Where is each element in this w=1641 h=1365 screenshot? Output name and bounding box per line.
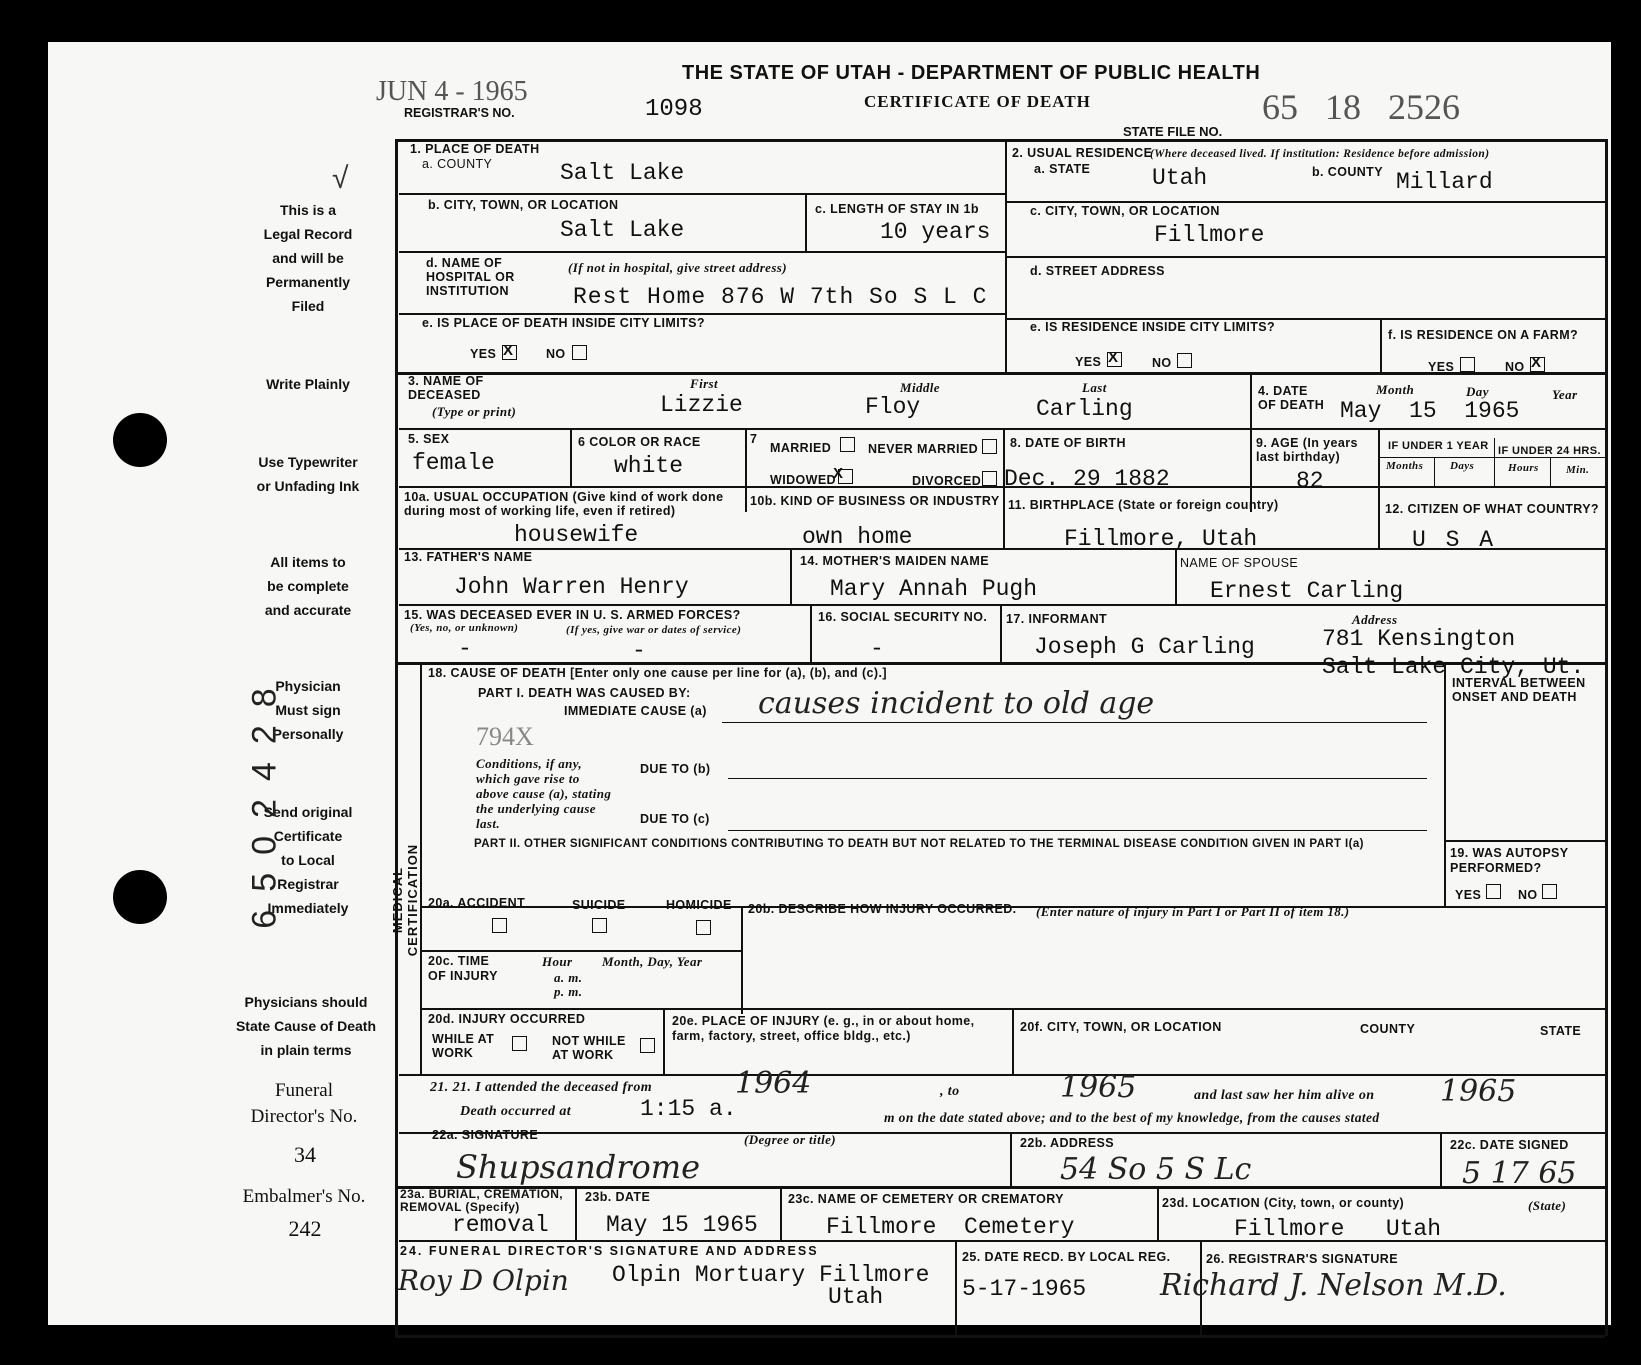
armed-forces-label: 15. WAS DECEASED EVER IN U. S. ARMED FORCES?	[404, 608, 741, 622]
res-farm-yes-checkbox[interactable]	[1460, 357, 1475, 372]
pod-inside-no-checkbox[interactable]	[572, 345, 587, 360]
autopsy-yes-label: YES	[1455, 888, 1482, 902]
while-at-work-label: WHILE AT WORK	[432, 1032, 495, 1060]
deceased-name-hint: (Type or print)	[432, 404, 517, 419]
injury-occurred-label: 20d. INJURY OCCURRED	[428, 1012, 586, 1026]
autopsy-no-label: NO	[1518, 888, 1538, 902]
physician-address-label: 22b. ADDRESS	[1020, 1136, 1114, 1150]
physician-address: 54 So 5 S Lc	[1060, 1152, 1252, 1187]
hospital-label: d. NAME OF HOSPITAL OR INSTITUTION	[426, 256, 515, 298]
date-of-death-label: 4. DATE OF DEATH	[1258, 384, 1325, 412]
while-at-work-checkbox[interactable]	[512, 1036, 527, 1051]
spouse-name: Ernest Carling	[1210, 578, 1404, 604]
age: 82	[1296, 468, 1324, 494]
page-title: THE STATE OF UTAH - DEPARTMENT OF PUBLIC HEALTH	[682, 62, 1261, 84]
res-inside-yes-label: YES	[1075, 355, 1102, 369]
autopsy-yes-checkbox[interactable]	[1486, 884, 1501, 899]
last-name: Carling	[1036, 396, 1133, 422]
part-1-label: PART I. DEATH WAS CAUSED BY:	[478, 686, 691, 700]
burial-label: 23a. BURIAL, CREMATION, REMOVAL (Specify)	[400, 1187, 563, 1214]
injury-how-label: 20b. DESCRIBE HOW INJURY OCCURRED.	[748, 902, 1017, 916]
first-name: Lizzie	[660, 392, 743, 418]
dob-label: 8. DATE OF BIRTH	[1010, 436, 1126, 450]
hours-label: Hours	[1508, 462, 1539, 474]
date-signed-label: 22c. DATE SIGNED	[1450, 1138, 1569, 1152]
date-of-birth: Dec. 29 1882	[1004, 466, 1170, 492]
res-street-label: d. STREET ADDRESS	[1030, 264, 1165, 278]
attended-to-label: , to	[940, 1084, 960, 1099]
informant-address-label: Address	[1352, 612, 1398, 627]
note-send-original: Send original Certificate to Local Registrar Immediately	[263, 804, 353, 916]
hour-label: Hour	[542, 954, 573, 969]
sex: female	[412, 450, 495, 476]
armed-hint-1: (Yes, no, or unknown)	[410, 622, 519, 634]
citizen: U S A	[1412, 527, 1497, 553]
under-24-hrs-label: IF UNDER 24 HRS.	[1498, 445, 1601, 457]
res-inside-no-label: NO	[1152, 356, 1172, 370]
physician-signature: Shupsandrome	[456, 1148, 701, 1186]
note-write-plainly: Write Plainly	[266, 376, 350, 392]
res-inside-label: e. IS RESIDENCE INSIDE CITY LIMITS?	[1030, 320, 1276, 334]
ssn: -	[870, 636, 884, 662]
state-file-no: 65 18 2526	[1262, 87, 1460, 127]
pod-inside-yes-label: YES	[470, 347, 497, 361]
registrar-signature: Richard J. Nelson M.D.	[1160, 1268, 1507, 1303]
pod-county-label: a. COUNTY	[422, 157, 493, 171]
embalmer-no: 242	[288, 1216, 322, 1241]
homicide-label: HOMICIDE	[666, 898, 732, 912]
pod-county: Salt Lake	[560, 160, 685, 186]
attended-to: 1965	[1060, 1070, 1137, 1105]
degree-label: (Degree or title)	[744, 1132, 836, 1147]
note-typewriter: Use Typewriter or Unfading Ink	[256, 454, 360, 494]
date-of-death: May 15 1965	[1340, 398, 1520, 424]
last-saw-alive: 1965	[1440, 1074, 1517, 1109]
check-mark: √	[332, 162, 349, 195]
first-name-label: First	[690, 376, 719, 391]
vertical-serial-number: 6502428	[245, 670, 284, 929]
dod-month-label: Month	[1376, 382, 1415, 397]
citizen-label: 12. CITIZEN OF WHAT COUNTRY?	[1385, 502, 1599, 516]
punch-hole-top	[113, 413, 167, 467]
death-time: 1:15 a.	[640, 1096, 737, 1122]
burial-location-label: 23d. LOCATION (City, town, or county)	[1162, 1196, 1405, 1210]
date-received-label: 25. DATE RECD. BY LOCAL REG.	[962, 1250, 1171, 1264]
registrar-no-label: REGISTRAR'S NO.	[404, 106, 515, 120]
injury-how-hint: (Enter nature of injury in Part I or Part II of item 18.)	[1036, 904, 1350, 919]
res-state-label: a. STATE	[1034, 162, 1091, 176]
cemetery-label: 23c. NAME OF CEMETERY OR CREMATORY	[788, 1192, 1064, 1206]
stay-length: 10 years	[880, 219, 991, 245]
married-label: MARRIED	[770, 441, 832, 455]
accident-label: 20a. ACCIDENT	[428, 896, 526, 910]
never-married-checkbox[interactable]	[982, 439, 997, 454]
res-farm-yes-label: YES	[1428, 360, 1455, 374]
not-at-work-checkbox[interactable]	[640, 1038, 655, 1053]
middle-name-label: Middle	[900, 380, 940, 395]
res-inside-yes-mark: X	[1108, 349, 1119, 366]
burial-method: removal	[452, 1212, 549, 1238]
informant-address-1: 781 Kensington	[1322, 626, 1516, 652]
father-label: 13. FATHER'S NAME	[404, 550, 533, 564]
cemetery: Fillmore Cemetery	[826, 1214, 1075, 1240]
pod-inside-no-label: NO	[546, 347, 566, 361]
informant-name: Joseph G Carling	[1034, 634, 1255, 660]
ssn-label: 16. SOCIAL SECURITY NO.	[818, 610, 988, 624]
date-signed: 5 17 65	[1462, 1156, 1577, 1191]
res-city-label: c. CITY, TOWN, OR LOCATION	[1030, 204, 1220, 218]
punch-hole-bottom	[113, 870, 167, 924]
place-of-death-label: 1. PLACE OF DEATH	[410, 142, 540, 156]
res-city: Fillmore	[1154, 222, 1265, 248]
signature-label: 22a. SIGNATURE	[432, 1128, 539, 1142]
last-name-label: Last	[1082, 380, 1107, 395]
res-farm-no-label: NO	[1505, 360, 1525, 374]
business-label: 10b. KIND OF BUSINESS OR INDUSTRY	[750, 494, 1000, 508]
father-name: John Warren Henry	[454, 574, 689, 600]
days-label: Days	[1450, 460, 1475, 472]
suicide-label: SUICIDE	[572, 898, 626, 912]
funeral-director-label: 24. FUNERAL DIRECTOR'S SIGNATURE AND ADDRESS	[400, 1244, 819, 1258]
spouse-label: NAME OF SPOUSE	[1180, 556, 1299, 570]
residence-hint: (Where deceased lived. If institution: Residence before admission)	[1150, 148, 1490, 160]
funeral-director-no-label: Funeral Director's No.	[250, 1080, 358, 1127]
under-1-year-label: IF UNDER 1 YEAR	[1388, 440, 1489, 452]
burial-date-label: 23b. DATE	[585, 1190, 651, 1204]
immediate-cause: causes incident to old age	[758, 686, 1155, 721]
res-farm-no-mark: X	[1531, 354, 1542, 371]
burial-location: Fillmore Utah	[1234, 1216, 1442, 1242]
autopsy-no-checkbox[interactable]	[1542, 884, 1557, 899]
occupation-label: 10a. USUAL OCCUPATION (Give kind of work done during most of working life, even if retired)	[404, 490, 724, 518]
due-to-c-label: DUE TO (c)	[640, 812, 710, 826]
widowed-mark: X	[833, 465, 844, 482]
informant-address-2: Salt Lake City, Ut.	[1322, 654, 1585, 680]
injury-county-label: COUNTY	[1360, 1022, 1416, 1036]
residence-label: 2. USUAL RESIDENCE	[1012, 146, 1153, 160]
suicide-checkbox[interactable]	[592, 918, 607, 933]
birthplace: Fillmore, Utah	[1064, 526, 1258, 552]
injury-city-label: 20f. CITY, TOWN, OR LOCATION	[1020, 1020, 1222, 1034]
birthplace-label: 11. BIRTHPLACE (State or foreign country)	[1008, 498, 1279, 512]
note-cause-plain: Physicians should State Cause of Death in plain terms	[235, 994, 377, 1058]
death-occurred-label: Death occurred at	[460, 1104, 572, 1119]
stay-length-label: c. LENGTH OF STAY IN 1b	[815, 202, 979, 216]
death-statement: m on the date stated above; and to the best of my knowledge, from the causes stated	[884, 1110, 1380, 1125]
mother-name: Mary Annah Pugh	[830, 576, 1038, 602]
res-inside-no-checkbox[interactable]	[1177, 353, 1192, 368]
informant-label: 17. INFORMANT	[1006, 612, 1108, 626]
immediate-cause-label: IMMEDIATE CAUSE (a)	[564, 704, 707, 718]
last-saw-label: and last saw her him alive on	[1194, 1088, 1375, 1103]
divorced-checkbox[interactable]	[982, 471, 997, 486]
certificate-title: CERTIFICATE OF DEATH	[864, 92, 1091, 111]
cause-of-death-label: 18. CAUSE OF DEATH [Enter only one cause per line for (a), (b), and (c).]	[428, 666, 887, 680]
burial-state-label: (State)	[1528, 1198, 1567, 1213]
months-label: Months	[1386, 460, 1424, 472]
armed-value-2: -	[632, 638, 646, 664]
funeral-director-signature: Roy D Olpin	[398, 1264, 569, 1297]
pod-city-label: b. CITY, TOWN, OR LOCATION	[428, 198, 619, 212]
widowed-label: WIDOWED	[770, 473, 836, 487]
part-2-label: PART II. OTHER SIGNIFICANT CONDITIONS CONTRIBUTING TO DEATH BUT NOT RELATED TO THE TERMINAL DISEASE CONDITION GIVEN IN PART I(a)	[474, 838, 1364, 850]
embalmer-no-label: Embalmer's No.	[242, 1186, 366, 1207]
mother-label: 14. MOTHER'S MAIDEN NAME	[800, 554, 989, 568]
burial-date: May 15 1965	[606, 1212, 758, 1238]
mdy-label: Month, Day, Year	[602, 954, 703, 969]
time-of-injury-label: 20c. TIME OF INJURY	[428, 954, 498, 983]
registrar-signature-label: 26. REGISTRAR'S SIGNATURE	[1206, 1252, 1398, 1266]
occupation: housewife	[514, 522, 639, 548]
interval-label: INTERVAL BETWEEN ONSET AND DEATH	[1452, 676, 1586, 704]
not-at-work-label: NOT WHILE AT WORK	[552, 1034, 626, 1062]
due-to-b-label: DUE TO (b)	[640, 762, 711, 776]
race-label: 6 COLOR OR RACE	[578, 435, 701, 449]
attended-label: 21. 21. I attended the deceased from	[430, 1080, 653, 1095]
min-label: Min.	[1566, 464, 1590, 476]
note-legal-record: This is a Legal Record and will be Permanently Filed	[263, 202, 353, 314]
attended-from: 1964	[735, 1066, 812, 1101]
dod-day-label: Day	[1466, 384, 1489, 399]
res-county-label: b. COUNTY	[1312, 165, 1383, 179]
business: own home	[802, 524, 913, 550]
sex-label: 5. SEX	[408, 432, 450, 446]
state-file-label: STATE FILE NO.	[1123, 124, 1223, 139]
am-label: a. m.	[554, 970, 583, 985]
received-stamp: JUN 4 - 1965	[376, 76, 528, 107]
registrar-no: 1098	[645, 96, 703, 123]
pod-inside-yes-mark: X	[503, 342, 514, 359]
res-state: Utah	[1152, 165, 1208, 191]
divorced-label: DIVORCED	[912, 474, 982, 488]
date-received: 5-17-1965	[962, 1276, 1087, 1302]
middle-name: Floy	[865, 394, 921, 420]
pm-label: p. m.	[554, 984, 583, 999]
funeral-director-name: Olpin Mortuary Fillmore	[612, 1262, 930, 1288]
age-label: 9. AGE (In years last birthday)	[1256, 436, 1358, 464]
accident-checkbox[interactable]	[492, 918, 507, 933]
medical-certification-side-label: MEDICAL CERTIFICATION	[390, 843, 420, 957]
conditions-note: Conditions, if any, which gave rise to above cause (a), stating the underlying cause last.	[476, 756, 612, 831]
autopsy-label: 19. WAS AUTOPSY PERFORMED?	[1450, 846, 1569, 875]
place-of-injury-label: 20e. PLACE OF INJURY (e. g., in or about home, farm, factory, street, office bldg., etc.)	[672, 1014, 975, 1043]
race: white	[614, 453, 684, 479]
deceased-name-label: 3. NAME OF DECEASED	[408, 374, 484, 402]
married-checkbox[interactable]	[840, 437, 855, 452]
res-county: Millard	[1396, 169, 1493, 195]
funeral-director-no: 34	[294, 1142, 316, 1167]
injury-state-label: STATE	[1540, 1024, 1582, 1038]
dod-year-label: Year	[1552, 387, 1578, 402]
armed-value-1: -	[458, 636, 472, 662]
hospital-name: Rest Home 876 W 7th So S L C	[573, 284, 988, 310]
res-farm-label: f. IS RESIDENCE ON A FARM?	[1388, 328, 1579, 342]
pod-inside-label: e. IS PLACE OF DEATH INSIDE CITY LIMITS?	[422, 316, 705, 330]
armed-hint-2: (If yes, give war or dates of service)	[566, 624, 742, 636]
cause-code: 794X	[476, 722, 534, 751]
homicide-checkbox[interactable]	[696, 920, 711, 935]
pod-city: Salt Lake	[560, 217, 685, 243]
note-complete: All items to be complete and accurate	[264, 554, 352, 618]
never-married-label: NEVER MARRIED	[868, 442, 979, 456]
note-physician: Physician Must sign Personally	[272, 678, 344, 742]
funeral-director-city: Utah	[828, 1284, 884, 1310]
hospital-hint: (If not in hospital, give street address)	[568, 260, 787, 275]
